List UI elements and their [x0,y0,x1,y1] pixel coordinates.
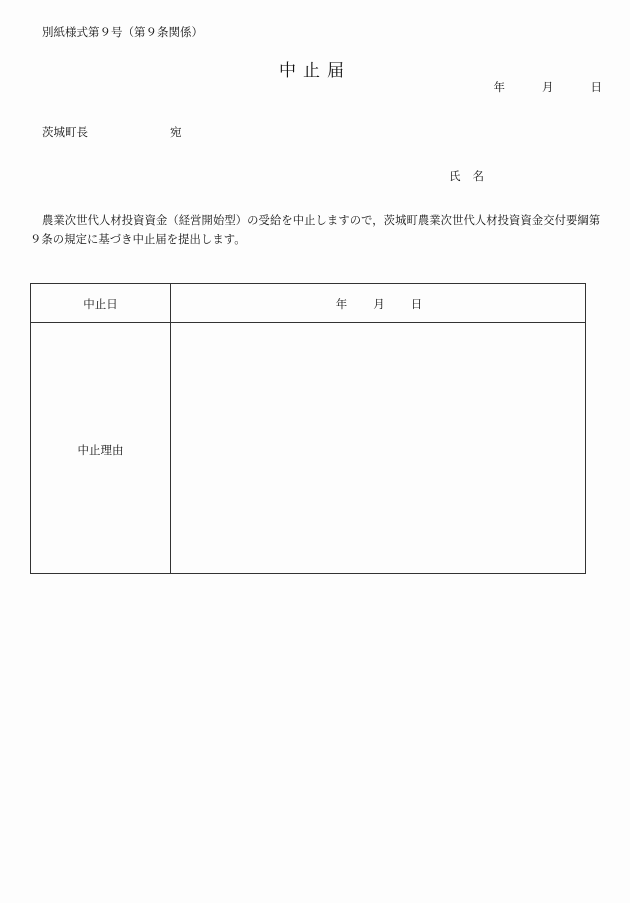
submission-date [494,79,603,95]
addressee [42,124,182,140]
date-month-label: 月 [542,80,554,94]
document-title: 中止届 [279,61,351,81]
discontinuation-date-label: 中止日 [83,297,118,311]
applicant-name-label: 氏名 [449,169,496,183]
addressee-honorific: 宛 [170,125,182,139]
table-date-year: 年 [335,297,348,311]
form-number-label: 別紙様式第９号（第９条関係） [42,25,203,39]
discontinuation-reason-label: 中止理由 [77,443,124,457]
discontinuation-table [30,283,586,574]
addressee-name: 茨城町長 [42,125,88,139]
table-date-month: 月 [373,297,385,311]
table-date-day: 日 [410,297,423,311]
date-day-label: 日 [590,80,602,94]
date-year-label: 年 [493,80,505,94]
discontinuation-reason-field[interactable] [171,323,585,573]
discontinuation-date-field[interactable] [171,296,587,312]
declaration-text: 農業次世代人材投資資金（経営開始型）の受給を中止しますので，茨城町農業次世代人材投資資金交付要綱第９条の規定に基づき中止届を提出します。 [30,214,601,246]
